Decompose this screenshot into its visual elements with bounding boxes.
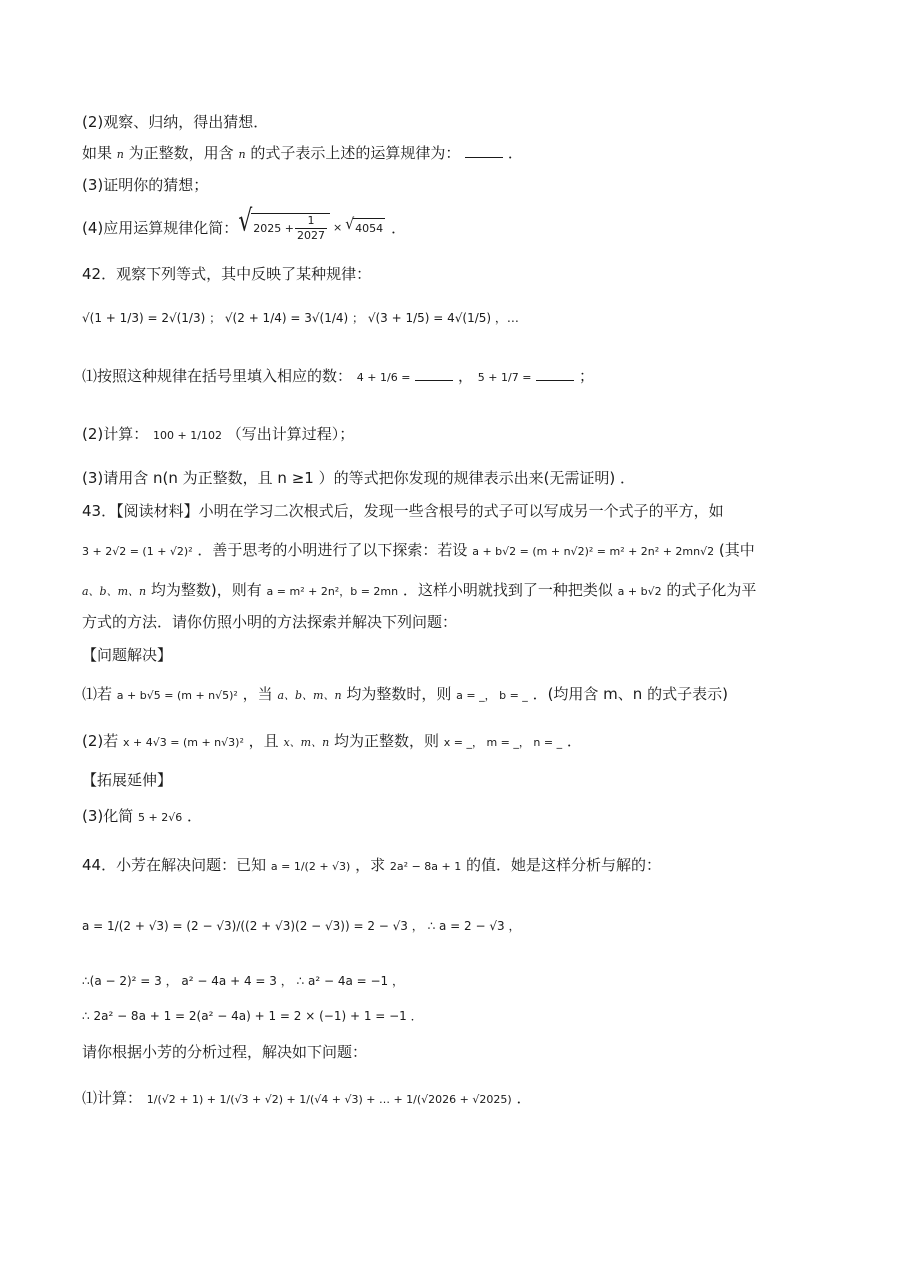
- answer-blank: [415, 380, 453, 381]
- math-expression: 100 + 1/102: [153, 429, 222, 442]
- text-segment: 如果: [82, 144, 113, 162]
- text-segment: ．(均用含 m、n 的式子表示): [532, 685, 728, 703]
- fraction-numerator: 1: [307, 214, 315, 227]
- text-segment: ．: [516, 1089, 532, 1107]
- text-segment: ，: [457, 367, 473, 385]
- question-43-part3: [82, 806, 202, 828]
- question-43-line3: [82, 580, 756, 602]
- text-segment: 的式子化为平: [666, 581, 757, 599]
- math-answers: x = _， m = _， n = _: [443, 736, 563, 749]
- text-q41-conjecture: [82, 143, 523, 165]
- math-sqrt: √ 4054: [345, 218, 385, 239]
- math-fraction: [295, 214, 327, 243]
- text-segment: ．: [566, 732, 582, 750]
- question-43-title: 43．【阅读材料】小明在学习二次根式后，发现一些含根号的式子可以写成另一个式子的平方，如: [82, 502, 724, 520]
- question-44-part1: [82, 1088, 531, 1110]
- math-answers: a = _， b = _: [456, 689, 528, 702]
- section-heading-extension: 【拓展延伸】: [82, 771, 173, 789]
- math-expression: 2a² − 8a + 1: [389, 860, 462, 873]
- solution-step-2: ∴(a − 2)² = 3 ， a² − 4a + 4 = 3 ， ∴ a² − 4a = −1 ，: [82, 974, 405, 988]
- text-segment: ，求: [355, 856, 386, 874]
- math-times: ×: [333, 221, 343, 234]
- text-segment: (3)化简: [82, 807, 134, 825]
- text-segment: ，当: [242, 685, 273, 703]
- text-q41-part4: [82, 205, 407, 244]
- section-heading-problem-solving: 【问题解决】: [82, 646, 173, 664]
- solution-step-1: a = 1/(2 + √3) = (2 − √3)/((2 + √3)(2 − √3)) = 2 − √3 ， ∴ a = 2 − √3 ，: [82, 919, 521, 933]
- text-segment: ⑴按照这种规律在括号里填入相应的数：: [82, 367, 353, 385]
- math-expression: 5 + 2√6: [138, 811, 183, 824]
- text-segment: 的式子表示上述的运算规律为：: [250, 144, 461, 162]
- question-42-part2: [82, 424, 354, 446]
- answer-blank: [465, 157, 503, 158]
- math-expression: 1/(√2 + 1) + 1/(√3 + √2) + 1/(√4 + √3) + … + 1/(√2026 + √2025): [146, 1093, 512, 1106]
- question-43-line2: [82, 540, 755, 562]
- math-expression: a + b√2 = (m + n√2)² = m² + 2n² + 2mn√2: [472, 545, 715, 558]
- math-expression: a = m² + 2n²，b = 2mn: [266, 585, 399, 598]
- math-n: n: [116, 148, 124, 161]
- math-equation-row: √(1 + 1/3) = 2√(1/3) ； √(2 + 1/4) = 3√(1/4) ； √(3 + 1/5) = 4√(1/5) ，…: [82, 311, 519, 325]
- text-segment: ，且: [248, 732, 279, 750]
- text-segment: ．: [187, 807, 203, 825]
- text-q41-part3: (3)证明你的猜想；: [82, 176, 209, 194]
- text-segment: 为正整数，用含: [128, 144, 234, 162]
- math-expression: 5 + 1/7 =: [477, 371, 532, 384]
- question-43-line4: 方式的方法．请你仿照小明的方法探索并解决下列问题：: [82, 613, 458, 631]
- question-43-part2: [82, 731, 582, 753]
- question-44-title: [82, 855, 661, 877]
- math-expression: x + 4√3 = (m + n√3)²: [123, 736, 244, 749]
- question-44-instruction: 请你根据小芳的分析过程，解决如下问题：: [82, 1043, 368, 1061]
- text-segment: ．: [391, 219, 407, 237]
- text-segment: (2)计算：: [82, 425, 149, 443]
- text-segment: (4)应用运算规律化简：: [82, 219, 239, 237]
- math-variables: x、m、n: [283, 736, 330, 749]
- math-expression: 3 + 2√2 = (1 + √2)²: [82, 545, 193, 558]
- question-43-part1: [82, 684, 728, 706]
- text-segment: 均为整数)，则有: [150, 581, 262, 599]
- math-expression: a = 1/(2 + √3): [270, 860, 351, 873]
- question-42-part3: (3)请用含 n(n 为正整数，且 n ≥1 ）的等式把你发现的规律表示出来(无需证明) ．: [82, 469, 636, 487]
- math-expression: 4 + 1/6 =: [356, 371, 411, 384]
- text-segment: 均为正整数，则: [333, 732, 439, 750]
- solution-step-3: ∴ 2a² − 8a + 1 = 2(a² − 4a) + 1 = 2 × (−1) + 1 = −1 ．: [82, 1009, 423, 1023]
- math-variables: a、b、m、n: [82, 585, 147, 598]
- text-segment: ⑴若: [82, 685, 113, 703]
- question-42-title: 42．观察下列等式，其中反映了某种规律：: [82, 265, 372, 283]
- text-segment: ．这样小明就找到了一种把类似: [402, 581, 613, 599]
- math-n: n: [238, 148, 246, 161]
- text-segment: (其中: [718, 541, 755, 559]
- math-expression: a + b√5 = (m + n√5)²: [116, 689, 238, 702]
- text-segment: ⑴计算：: [82, 1089, 143, 1107]
- math-expression: a + b√2: [617, 585, 662, 598]
- text-segment: （写出计算过程）；: [226, 425, 355, 443]
- text-segment: ；: [578, 367, 594, 385]
- text-segment: 的值．她是这样分析与解的：: [466, 856, 662, 874]
- text-q41-part2: (2)观察、归纳，得出猜想．: [82, 113, 269, 131]
- text-segment: ．: [507, 144, 523, 162]
- math-variables: a、b、m、n: [277, 689, 342, 702]
- math-term: 2025 +: [253, 221, 294, 235]
- math-sqrt: √ 2025 + $\frac{1}{2027}$: [238, 213, 330, 243]
- fraction-denominator: 2027: [297, 229, 325, 242]
- math-radicand: 4054: [355, 221, 384, 235]
- answer-blank: [536, 380, 574, 381]
- text-segment: (2)若: [82, 732, 119, 750]
- text-segment: ．善于思考的小明进行了以下探索：若设: [197, 541, 468, 559]
- question-42-part1: [82, 366, 594, 388]
- text-segment: 均为整数时，则: [346, 685, 452, 703]
- text-segment: 44．小芳在解决问题：已知: [82, 856, 267, 874]
